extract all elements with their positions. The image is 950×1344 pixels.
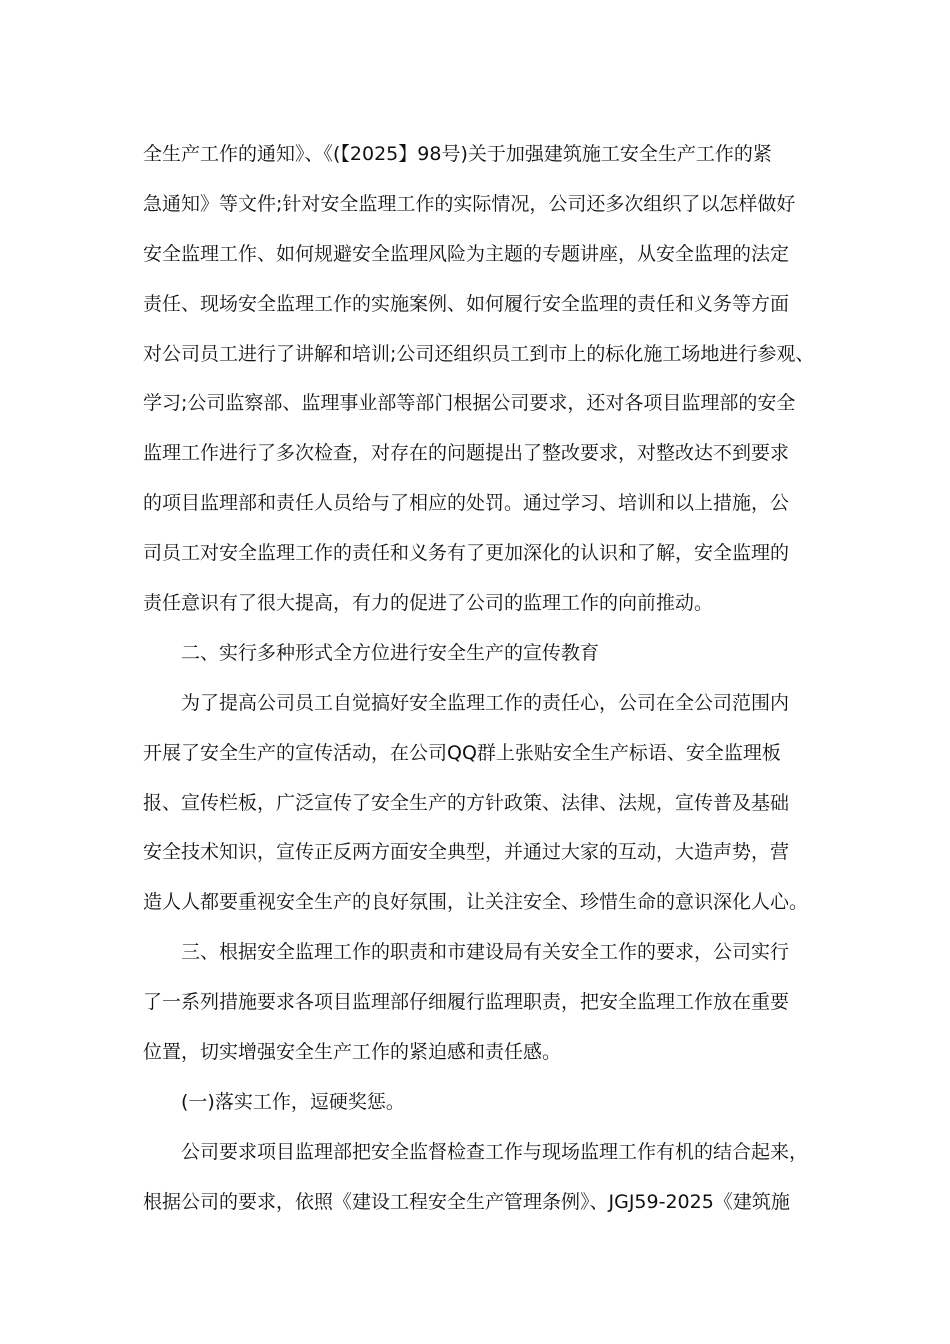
- text-line: 全生产工作的通知》、《(【2025】98号)关于加强建筑施工安全生产工作的紧: [143, 143, 772, 165]
- text-line: 开展了安全生产的宣传活动，在公司QQ群上张贴安全生产标语、安全监理板: [143, 741, 781, 764]
- text-line: 对公司员工进行了讲解和培训;公司还组织员工到市上的标化施工场地进行参观、: [143, 342, 815, 365]
- text-line: 位置，切实增强安全生产工作的紧迫感和责任感。: [143, 1041, 562, 1064]
- section-heading: 二、实行多种形式全方位进行安全生产的宣传教育: [181, 641, 600, 664]
- text-line: 的项目监理部和责任人员给与了相应的处罚。通过学习、培训和以上措施，公: [143, 492, 790, 515]
- text-line: 责任、现场安全监理工作的实施案例、如何履行安全监理的责任和义务等方面: [143, 292, 790, 315]
- text-line: 报、宣传栏板，广泛宣传了安全生产的方针政策、法律、法规，宣传普及基础: [143, 791, 790, 814]
- text-line: 根据公司的要求，依照《建设工程安全生产管理条例》、JGJ59-2025《建筑施: [143, 1190, 790, 1213]
- text-line: 监理工作进行了多次检查，对存在的问题提出了整改要求，对整改达不到要求: [143, 442, 790, 465]
- text-line: 为了提高公司员工自觉搞好安全监理工作的责任心，公司在全公司范围内: [181, 691, 790, 714]
- text-line: 安全监理工作、如何规避安全监理风险为主题的专题讲座，从安全监理的法定: [143, 242, 790, 265]
- text-line: 责任意识有了很大提高，有力的促进了公司的监理工作的向前推动。: [143, 592, 714, 615]
- document-body: [143, 130, 823, 1228]
- text-line: 安全技术知识，宣传正反两方面安全典型，并通过大家的互动，大造声势，营: [143, 841, 790, 864]
- text-line: 急通知》等文件;针对安全监理工作的实际情况，公司还多次组织了以怎样做好: [143, 192, 796, 215]
- text-line: 公司要求项目监理部把安全监督检查工作与现场监理工作有机的结合起来，: [181, 1140, 809, 1163]
- text-line: 司员工对安全监理工作的责任和义务有了更加深化的认识和了解，安全监理的: [143, 542, 790, 565]
- subsection-heading: (一)落实工作，逗硬奖惩。: [181, 1090, 405, 1113]
- text-line: 了一系列措施要求各项目监理部仔细履行监理职责，把安全监理工作放在重要: [143, 991, 790, 1014]
- text-line: 造人人都要重视安全生产的良好氛围，让关注安全、珍惜生命的意识深化人心。: [143, 891, 809, 914]
- text-line: 学习;公司监察部、监理事业部等部门根据公司要求，还对各项目监理部的安全: [143, 392, 796, 415]
- section-heading: 三、根据安全监理工作的职责和市建设局有关安全工作的要求，公司实行: [181, 941, 790, 964]
